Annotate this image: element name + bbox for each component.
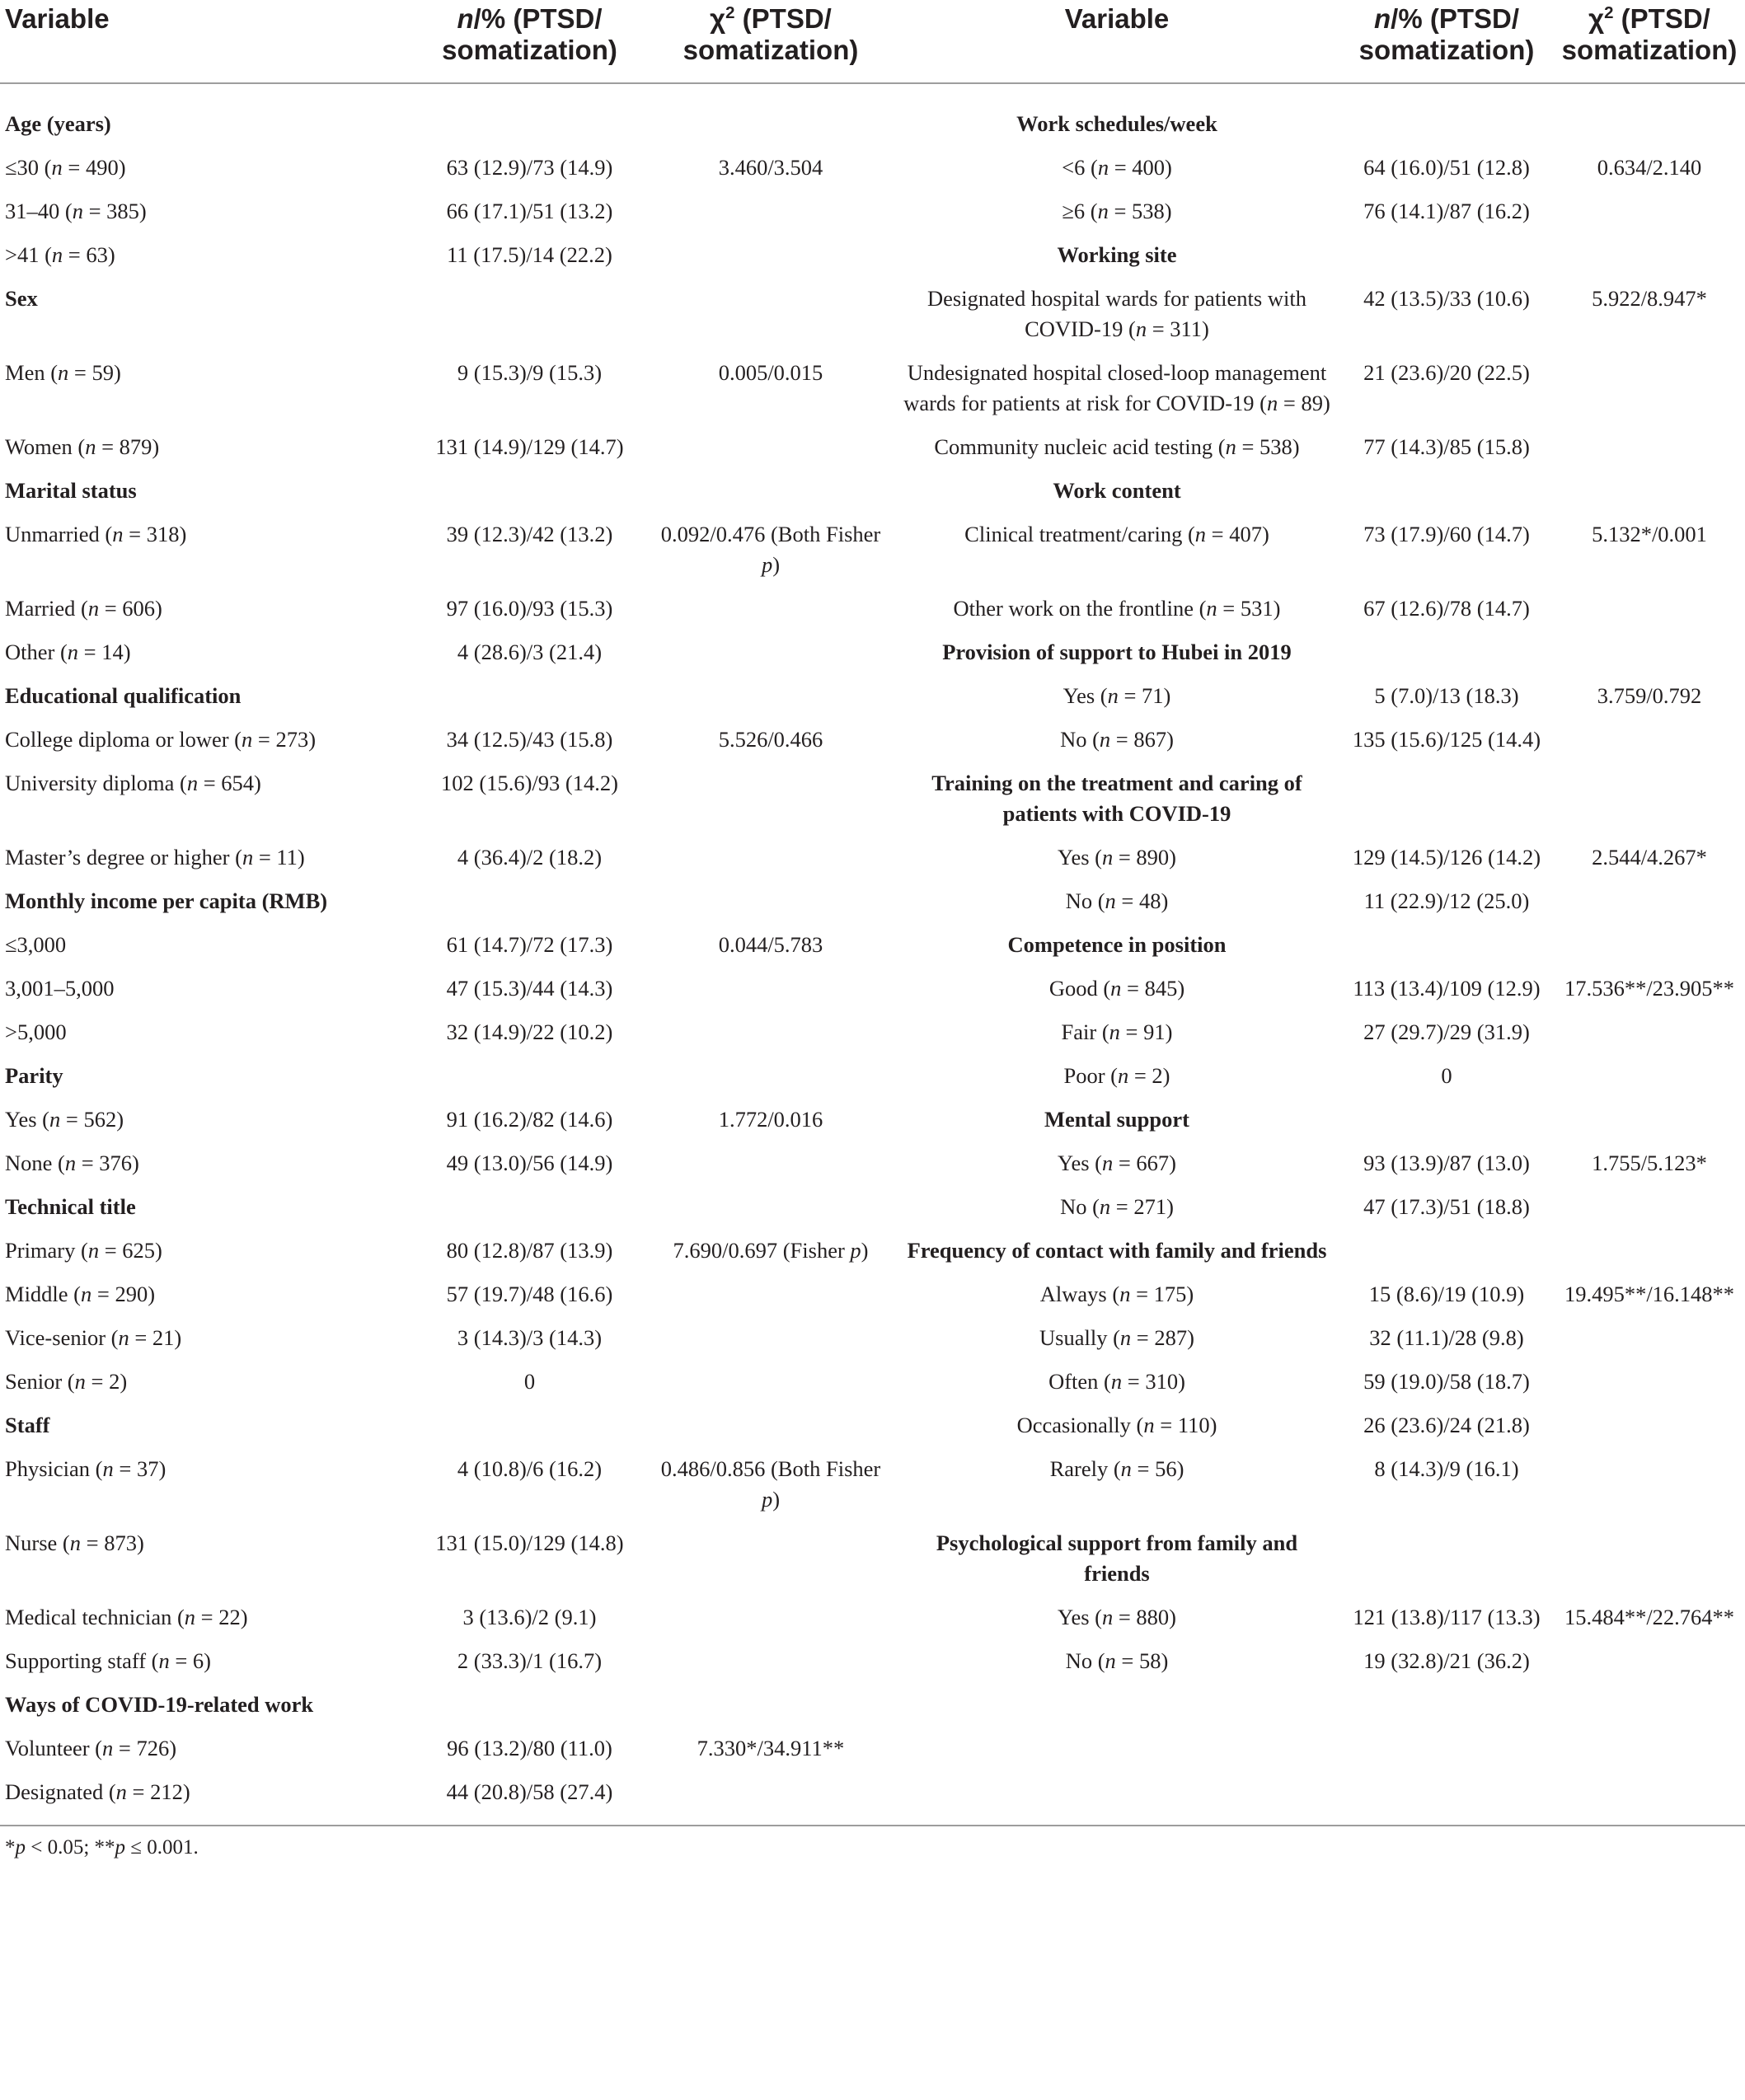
table-row — [0, 1640, 1745, 1684]
left-n-cell: 66 (17.1)/51 (13.2) — [446, 199, 613, 223]
left-n-cell — [412, 880, 647, 924]
left-variable-cell: Primary (n = 625) — [5, 1238, 162, 1263]
left-n-cell: 4 (10.8)/6 (16.2) — [457, 1456, 603, 1481]
right-chi-cell — [1554, 1230, 1745, 1273]
table-row — [0, 1448, 1745, 1522]
left-chi-cell: 7.690/0.697 (Fisher p) — [673, 1238, 869, 1263]
left-chi-cell — [647, 1640, 894, 1684]
right-variable-cell: Yes (n = 667) — [1057, 1151, 1177, 1175]
left-variable-cell: Yes (n = 562) — [5, 1107, 124, 1132]
left-chi-cell — [647, 1317, 894, 1361]
right-variable-cell: Training on the treatment and caring of patients with COVID-19 — [931, 771, 1302, 826]
right-chi-cell — [1554, 426, 1745, 470]
right-chi-cell — [1554, 631, 1745, 675]
right-variable-cell: Provision of support to Hubei in 2019 — [942, 640, 1292, 664]
left-n-cell — [412, 278, 647, 352]
right-n-cell: 47 (17.3)/51 (18.8) — [1363, 1194, 1530, 1219]
left-n-cell: 80 (12.8)/87 (13.9) — [446, 1238, 613, 1263]
table-row — [0, 1099, 1745, 1142]
table-row — [0, 880, 1745, 924]
right-chi-cell — [1554, 1317, 1745, 1361]
table-row — [0, 675, 1745, 719]
right-chi-cell — [1554, 1404, 1745, 1448]
left-n-cell: 47 (15.3)/44 (14.3) — [446, 976, 613, 1001]
left-n-cell: 102 (15.6)/93 (14.2) — [441, 771, 618, 795]
left-n-cell: 44 (20.8)/58 (27.4) — [446, 1779, 613, 1804]
left-n-cell: 57 (19.7)/48 (16.6) — [446, 1282, 613, 1306]
left-n-cell: 34 (12.5)/43 (15.8) — [446, 727, 613, 752]
table-row — [0, 1230, 1745, 1273]
left-chi-cell — [647, 1142, 894, 1186]
left-chi-cell — [647, 1186, 894, 1230]
table-row — [0, 1361, 1745, 1404]
right-n-cell — [1339, 1522, 1554, 1596]
left-n-cell: 32 (14.9)/22 (10.2) — [446, 1020, 613, 1044]
right-n-cell: 21 (23.6)/20 (22.5) — [1363, 360, 1530, 385]
table-body — [0, 83, 1745, 1815]
right-chi-cell — [1554, 1055, 1745, 1099]
left-n-cell: 2 (33.3)/1 (16.7) — [457, 1648, 603, 1673]
left-chi-cell — [647, 762, 894, 837]
right-variable-cell: Fair (n = 91) — [1061, 1020, 1173, 1044]
right-n-cell — [1339, 924, 1554, 968]
right-variable-cell: Yes (n = 71) — [1062, 683, 1171, 708]
header-row — [0, 0, 1745, 83]
left-variable-cell: College diploma or lower (n = 273) — [5, 727, 317, 752]
left-chi-cell — [647, 675, 894, 719]
left-chi-cell: 0.486/0.856 (Both Fisher p) — [660, 1456, 881, 1512]
table-row — [0, 1142, 1745, 1186]
right-variable-cell: Competence in position — [1007, 932, 1227, 957]
right-chi-cell: 5.132*/0.001 — [1592, 522, 1707, 546]
left-chi-cell: 3.460/3.504 — [718, 155, 823, 180]
left-n-cell — [412, 83, 647, 147]
left-chi-cell: 7.330*/34.911** — [697, 1736, 845, 1760]
right-n-cell: 32 (11.1)/28 (9.8) — [1369, 1325, 1524, 1350]
left-n-cell: 131 (14.9)/129 (14.7) — [435, 434, 624, 459]
left-n-cell: 91 (16.2)/82 (14.6) — [446, 1107, 613, 1132]
left-variable-cell: Senior (n = 2) — [5, 1369, 128, 1394]
right-variable-cell: <6 (n = 400) — [1062, 155, 1172, 180]
left-variable-cell: Ways of COVID-19-related work — [5, 1692, 314, 1717]
left-n-cell: 4 (36.4)/2 (18.2) — [457, 845, 603, 870]
right-variable-cell — [894, 1727, 1339, 1771]
left-chi-cell — [647, 588, 894, 631]
left-chi-cell — [647, 1273, 894, 1317]
left-n-cell: 63 (12.9)/73 (14.9) — [446, 155, 613, 180]
left-n-cell: 9 (15.3)/9 (15.3) — [457, 360, 603, 385]
left-variable-cell: Women (n = 879) — [5, 434, 160, 459]
left-n-cell: 49 (13.0)/56 (14.9) — [446, 1151, 613, 1175]
right-variable-cell — [894, 1771, 1339, 1815]
left-chi-cell — [647, 1011, 894, 1055]
table-row — [0, 1186, 1745, 1230]
left-variable-cell: 31–40 (n = 385) — [5, 199, 147, 223]
left-n-cell: 97 (16.0)/93 (15.3) — [446, 596, 613, 621]
right-n-cell: 0 — [1441, 1063, 1452, 1088]
header-n-right: n/% (PTSD/ somatization) — [1339, 0, 1554, 83]
left-n-cell — [412, 1186, 647, 1230]
right-n-cell: 129 (14.5)/126 (14.2) — [1352, 845, 1541, 870]
left-chi-cell — [647, 968, 894, 1011]
left-chi-cell — [647, 190, 894, 234]
right-chi-cell: 15.484**/22.764** — [1564, 1605, 1735, 1629]
right-n-cell: 15 (8.6)/19 (10.9) — [1368, 1282, 1525, 1306]
right-chi-cell: 5.922/8.947* — [1592, 286, 1707, 311]
right-variable-cell: Occasionally (n = 110) — [1016, 1413, 1217, 1437]
right-chi-cell: 3.759/0.792 — [1597, 683, 1702, 708]
right-variable-cell: No (n = 271) — [1060, 1194, 1174, 1219]
left-variable-cell: >41 (n = 63) — [5, 242, 115, 267]
left-n-cell: 0 — [523, 1369, 536, 1394]
left-n-cell — [412, 470, 647, 513]
left-chi-cell: 1.772/0.016 — [718, 1107, 823, 1132]
left-chi-cell: 0.044/5.783 — [718, 932, 823, 957]
right-variable-cell: Usually (n = 287) — [1039, 1325, 1194, 1350]
table-row — [0, 83, 1745, 147]
right-chi-cell — [1554, 83, 1745, 147]
left-n-cell — [412, 1684, 647, 1727]
left-chi-cell — [647, 837, 894, 880]
right-n-cell — [1339, 1684, 1554, 1727]
table-row — [0, 1522, 1745, 1596]
left-chi-cell — [647, 426, 894, 470]
left-n-cell — [412, 1404, 647, 1448]
left-variable-cell: Other (n = 14) — [5, 640, 131, 664]
table-row — [0, 762, 1745, 837]
right-variable-cell — [894, 1684, 1339, 1727]
left-chi-cell — [647, 1684, 894, 1727]
left-variable-cell: Vice-senior (n = 21) — [5, 1325, 182, 1350]
right-variable-cell: Work schedules/week — [1016, 111, 1217, 136]
left-n-cell: 61 (14.7)/72 (17.3) — [446, 932, 613, 957]
right-n-cell: 11 (22.9)/12 (25.0) — [1363, 888, 1530, 913]
header-variable-right: Variable — [894, 0, 1339, 83]
left-chi-cell: 0.092/0.476 (Both Fisher p) — [660, 522, 881, 577]
table-row — [0, 147, 1745, 190]
left-variable-cell: Monthly income per capita (RMB) — [5, 888, 328, 913]
left-variable-cell: Middle (n = 290) — [5, 1282, 156, 1306]
left-variable-cell: Men (n = 59) — [5, 360, 121, 385]
right-variable-cell: Working site — [1057, 242, 1177, 267]
right-chi-cell — [1554, 1522, 1745, 1596]
right-chi-cell — [1554, 719, 1745, 762]
left-chi-cell — [647, 1055, 894, 1099]
left-variable-cell: ≤3,000 — [5, 932, 67, 957]
right-n-cell — [1339, 470, 1554, 513]
right-chi-cell — [1554, 1640, 1745, 1684]
table-row — [0, 513, 1745, 588]
left-chi-cell — [647, 1404, 894, 1448]
right-chi-cell — [1554, 1186, 1745, 1230]
right-n-cell — [1339, 631, 1554, 675]
right-chi-cell — [1554, 1771, 1745, 1815]
right-variable-cell: Always (n = 175) — [1039, 1282, 1194, 1306]
right-n-cell — [1339, 1230, 1554, 1273]
table-row — [0, 1684, 1745, 1727]
right-chi-cell — [1554, 352, 1745, 426]
right-n-cell — [1339, 83, 1554, 147]
table-row — [0, 1273, 1745, 1317]
right-n-cell: 73 (17.9)/60 (14.7) — [1363, 522, 1530, 546]
table-row — [0, 1727, 1745, 1771]
left-variable-cell: Sex — [5, 286, 38, 311]
right-n-cell — [1339, 234, 1554, 278]
right-n-cell: 19 (32.8)/21 (36.2) — [1363, 1648, 1530, 1673]
right-n-cell: 8 (14.3)/9 (16.1) — [1374, 1456, 1519, 1481]
header-chi-right: $\chi^2$ (PTSD/ somatization) — [1554, 0, 1745, 83]
right-chi-cell: 2.544/4.267* — [1592, 845, 1707, 870]
table-row — [0, 1055, 1745, 1099]
right-variable-cell: Poor (n = 2) — [1063, 1063, 1170, 1088]
left-variable-cell: Married (n = 606) — [5, 596, 162, 621]
right-chi-cell: 19.495**/16.148** — [1564, 1282, 1735, 1306]
table-row — [0, 1596, 1745, 1640]
table-row — [0, 190, 1745, 234]
left-variable-cell: Designated (n = 212) — [5, 1779, 190, 1804]
right-variable-cell: ≥6 (n = 538) — [1062, 199, 1172, 223]
right-n-cell: 77 (14.3)/85 (15.8) — [1363, 434, 1530, 459]
left-variable-cell: None (n = 376) — [5, 1151, 139, 1175]
left-variable-cell: >5,000 — [5, 1020, 67, 1044]
right-n-cell: 27 (29.7)/29 (31.9) — [1363, 1020, 1530, 1044]
right-chi-cell — [1554, 762, 1745, 837]
left-variable-cell: University diploma (n = 654) — [5, 771, 261, 795]
left-n-cell — [412, 675, 647, 719]
table-row — [0, 352, 1745, 426]
right-chi-cell — [1554, 470, 1745, 513]
right-variable-cell: Often (n = 310) — [1048, 1369, 1185, 1394]
right-variable-cell: Community nucleic acid testing (n = 538) — [934, 434, 1300, 459]
right-variable-cell: Yes (n = 880) — [1057, 1605, 1177, 1629]
right-n-cell — [1339, 1727, 1554, 1771]
left-variable-cell: Master’s degree or higher (n = 11) — [5, 845, 305, 870]
right-chi-cell: 1.755/5.123* — [1592, 1151, 1707, 1175]
left-variable-cell: Marital status — [5, 478, 137, 503]
left-variable-cell: Staff — [5, 1413, 50, 1437]
bottom-rule — [0, 1825, 1745, 1826]
right-chi-cell — [1554, 880, 1745, 924]
left-chi-cell — [647, 1771, 894, 1815]
right-n-cell: 59 (19.0)/58 (18.7) — [1363, 1369, 1530, 1394]
left-variable-cell: Age (years) — [5, 111, 111, 136]
right-chi-cell — [1554, 1099, 1745, 1142]
right-chi-cell — [1554, 1361, 1745, 1404]
left-n-cell — [412, 1055, 647, 1099]
left-variable-cell: Supporting staff (n = 6) — [5, 1648, 212, 1673]
left-n-cell: 131 (15.0)/129 (14.8) — [435, 1530, 624, 1555]
table-row — [0, 1011, 1745, 1055]
left-n-cell: 96 (13.2)/80 (11.0) — [447, 1736, 612, 1760]
left-n-cell: 11 (17.5)/14 (22.2) — [447, 242, 612, 267]
table-row — [0, 719, 1745, 762]
right-n-cell — [1339, 1771, 1554, 1815]
left-variable-cell: Medical technician (n = 22) — [5, 1605, 248, 1629]
header-n-left: n/% (PTSD/ somatization) — [412, 0, 647, 83]
left-n-cell: 3 (13.6)/2 (9.1) — [462, 1605, 597, 1629]
table-row — [0, 470, 1745, 513]
left-n-cell: 39 (12.3)/42 (13.2) — [446, 522, 613, 546]
left-variable-cell: Technical title — [5, 1194, 136, 1219]
right-variable-cell: Work content — [1053, 478, 1181, 503]
left-variable-cell: Physician (n = 37) — [5, 1456, 167, 1481]
right-variable-cell: Clinical treatment/caring (n = 407) — [964, 522, 1269, 546]
left-chi-cell — [647, 278, 894, 352]
left-variable-cell: 3,001–5,000 — [5, 976, 115, 1001]
right-variable-cell: Psychological support from family and friends — [936, 1530, 1298, 1586]
right-n-cell: 113 (13.4)/109 (12.9) — [1353, 976, 1541, 1001]
right-variable-cell: Yes (n = 890) — [1057, 845, 1177, 870]
right-chi-cell — [1554, 1448, 1745, 1522]
table-row — [0, 278, 1745, 352]
footnote: *p < 0.05; **p ≤ 0.001. — [5, 1836, 199, 1859]
left-chi-cell — [647, 1522, 894, 1596]
left-chi-cell — [647, 631, 894, 675]
right-n-cell: 26 (23.6)/24 (21.8) — [1363, 1413, 1530, 1437]
right-chi-cell — [1554, 190, 1745, 234]
right-n-cell: 67 (12.6)/78 (14.7) — [1363, 596, 1530, 621]
left-variable-cell: Nurse (n = 873) — [5, 1530, 144, 1555]
right-n-cell: 76 (14.1)/87 (16.2) — [1363, 199, 1530, 223]
right-variable-cell: No (n = 58) — [1065, 1648, 1169, 1673]
left-chi-cell — [647, 1361, 894, 1404]
right-n-cell — [1339, 1099, 1554, 1142]
left-chi-cell — [647, 1596, 894, 1640]
right-n-cell — [1339, 762, 1554, 837]
left-chi-cell — [647, 234, 894, 278]
left-variable-cell: Parity — [5, 1063, 63, 1088]
right-chi-cell — [1554, 1684, 1745, 1727]
right-n-cell: 93 (13.9)/87 (13.0) — [1363, 1151, 1530, 1175]
left-chi-cell: 5.526/0.466 — [718, 727, 823, 752]
right-chi-cell — [1554, 924, 1745, 968]
right-n-cell: 42 (13.5)/33 (10.6) — [1363, 286, 1530, 311]
left-chi-cell — [647, 880, 894, 924]
right-variable-cell: Mental support — [1044, 1107, 1189, 1132]
right-variable-cell: Rarely (n = 56) — [1049, 1456, 1184, 1481]
header-chi-left: $\chi^2$ (PTSD/ somatization) — [647, 0, 894, 83]
header-variable-left: Variable — [0, 0, 412, 83]
left-chi-cell — [647, 83, 894, 147]
table-row — [0, 588, 1745, 631]
right-variable-cell: Frequency of contact with family and friends — [907, 1238, 1327, 1263]
right-n-cell: 64 (16.0)/51 (12.8) — [1363, 155, 1530, 180]
right-chi-cell: 0.634/2.140 — [1597, 155, 1702, 180]
table-row — [0, 1404, 1745, 1448]
left-variable-cell: Volunteer (n = 726) — [5, 1736, 177, 1760]
table-row — [0, 924, 1745, 968]
left-chi-cell: 0.005/0.015 — [718, 360, 823, 385]
left-variable-cell: ≤30 (n = 490) — [5, 155, 126, 180]
table-row — [0, 968, 1745, 1011]
left-chi-cell — [647, 470, 894, 513]
left-variable-cell: Educational qualification — [5, 683, 242, 708]
right-chi-cell — [1554, 1011, 1745, 1055]
table-row — [0, 631, 1745, 675]
right-n-cell: 135 (15.6)/125 (14.4) — [1352, 727, 1541, 752]
right-variable-cell: Undesignated hospital closed-loop management wards for patients at risk for COVID-19 (n = 89) — [903, 360, 1330, 415]
right-n-cell: 5 (7.0)/13 (18.3) — [1374, 683, 1519, 708]
right-variable-cell: Designated hospital wards for patients with COVID-19 (n = 311) — [927, 286, 1306, 341]
left-n-cell: 4 (28.6)/3 (21.4) — [457, 640, 603, 664]
left-variable-cell: Unmarried (n = 318) — [5, 522, 187, 546]
right-chi-cell: 17.536**/23.905** — [1564, 976, 1735, 1001]
table-row — [0, 837, 1745, 880]
right-chi-cell — [1554, 234, 1745, 278]
table-row — [0, 1771, 1745, 1815]
table-row — [0, 426, 1745, 470]
right-n-cell: 121 (13.8)/117 (13.3) — [1353, 1605, 1541, 1629]
right-variable-cell: No (n = 48) — [1065, 888, 1169, 913]
left-n-cell: 3 (14.3)/3 (14.3) — [457, 1325, 603, 1350]
right-chi-cell — [1554, 588, 1745, 631]
right-variable-cell: Good (n = 845) — [1048, 976, 1185, 1001]
table-row — [0, 234, 1745, 278]
right-variable-cell: Other work on the frontline (n = 531) — [953, 596, 1281, 621]
right-variable-cell: No (n = 867) — [1060, 727, 1174, 752]
right-chi-cell — [1554, 1727, 1745, 1771]
table-row — [0, 1317, 1745, 1361]
